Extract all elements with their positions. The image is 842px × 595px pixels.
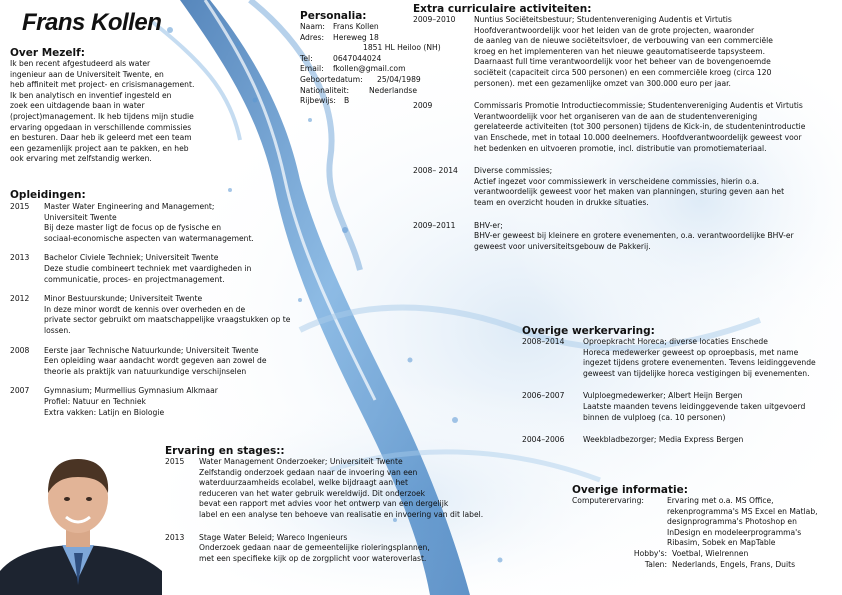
education-year: 2007 [10,386,30,396]
extra-item [413,221,838,253]
info-value: Ervaring met o.a. MS Office, rekenprogramma's MS Excel en Matlab, designprogramma's Photoshop en InDesign en modeleerprogramma's Ribasim, Sobek en MapTable [667,496,818,548]
education-year: 2008 [10,345,30,355]
stage-year: 2015 [165,457,185,466]
personal-value: 1851 HL Heiloo (NH) [363,43,441,53]
stage-item [165,533,515,565]
education-item [10,386,310,418]
education-item [10,202,310,244]
work-section [522,325,840,446]
personal-value: B [344,96,350,106]
info-label: Talen: [644,559,667,569]
info-row [572,496,838,549]
personal-label: Naam: [300,22,325,31]
work-text: Vulploegmedewerker; Albert Heijn Bergen Laatste maanden tevens leidinggevende taken uitgevoerd binnen de vulploeg (ca. 10 personen) [583,391,806,422]
extra-section [413,3,838,252]
extra-year: 2009–2011 [413,220,456,230]
personal-value: Frans Kollen [333,22,379,31]
info-heading: Overige informatie: [572,484,688,496]
extra-item [413,15,838,89]
education-text: Bachelor Civiele Techniek; Universiteit Twente Deze studie combineert techniek met vaardigheden in communicatie, proces- en projectmanagement. [44,253,252,284]
stage-text: Stage Water Beleid; Wareco Ingenieurs Onderzoek gedaan naar de gemeentelijke rioleringsplannen, met een specifieke kijk op de zorgplicht voor wateroverlast. [199,532,430,563]
profile-photo [0,453,162,595]
education-text: Master Water Engineering and Management; Universiteit Twente Bij deze master ligt de focus op de fysische en sociaal-economische aspecten van watermanagement. [44,202,254,243]
work-item [522,337,840,379]
education-text: Gymnasium; Murmellius Gymnasium Alkmaar Profiel: Natuur en Techniek Extra vakken: Latijn en Biologie [44,386,218,417]
extra-item [413,101,838,154]
work-text: Oproepkracht Horeca; diverse locaties Enschede Horeca medewerker geweest op oproepbasis, met name ingezet tijdens grotere evenementen. Tevens leidinggevende geweest van tijdelijke horeca vestigingen bij evenementen. [583,337,816,378]
education-year: 2015 [10,202,30,211]
personal-label: Email: [300,64,324,74]
extra-item [413,166,838,208]
info-row [572,560,838,571]
personal-value: Hereweg 18 [333,32,379,42]
personal-label: Tel: [300,53,313,63]
personal-label [300,43,363,54]
education-text: Minor Bestuurskunde; Universiteit Twente In deze minor wordt de kennis over overheden en de private sector gebruikt om maatschappelijke vraagstukken op te lossen. [44,294,291,335]
about-section [10,47,220,165]
personal-value: Nederlandse [369,85,417,95]
education-section [10,189,310,418]
extra-text: Nuntius Sociëteitsbestuur; Studentenvereniging Audentis et Virtutis Hoofdverantwoordelijk voor het leiden van de grote projecten, waaronder de aanleg van de nieuwe sociëteitsvloer, de verbouwing van een commerciële kroeg en het implementeren van het nieuwe geautomatiseerde tapsysteem. Daarnaast full time verantwoordelijk voor het beheer van de bovengenoemde sociëteit (capaciteit circa 500 personen) en een commerciële kroeg (circa 120 personen). met een gezamenlijke omzet van 300.000 euro per jaar. [474,15,773,88]
personal-value: 25/04/1989 [377,74,421,84]
personal-label: Adres: [300,32,325,42]
education-text: Eerste jaar Technische Natuurkunde; Universiteit Twente Een opleiding waar aandacht wordt gegeven aan zowel de theorie als praktijk van natuurkundige verschijnselen [44,345,267,376]
education-year: 2012 [10,294,30,304]
info-section [572,484,838,570]
extra-year: 2008– 2014 [413,166,458,176]
personal-label: Geboortedatum: [300,74,363,84]
stage-text: Water Management Onderzoeker; Universiteit Twente Zelfstandig onderzoek gedaan naar de invoering van een waterduurzaamheids ecolabel, welke bijdraagt aan het reduceren van het water gebruik wereldwijd. Dit onderzoek bevat een rapport met advies voor het ontwerp van een dergelijk label en een analyse ten behoeve van realisatie en invoering van dit label. [199,457,484,519]
education-item [10,346,310,378]
extra-text: Commissaris Promotie Introductiecommissie; Studentenvereniging Audentis et Virtutis Verantwoordelijk voor het organiseren van de aan de studentenvereniging gerelateerde activiteiten (tot 300 personen) tijdens de Kick-in, de studentenintroductie van Enschede, met in totaal 10.000 deelnemers. Hoofdverantwoordelijk geweest voor het bedenken en uitvoeren promotie, incl. distributie van promotiemateriaal. [474,101,806,153]
personal-value: fkollen@gmail.com [333,64,406,74]
work-year: 2004–2006 [522,435,565,445]
work-text: Weekbladbezorger; Media Express Bergen [583,435,744,445]
extra-text: BHV-er; BHV-er geweest bij kleinere en grotere evenementen, o.a. verantwoordelijke BHV-er geweest voor universiteitsgebouw de Pakkerij. [474,220,794,251]
work-item [522,391,840,423]
work-item [522,435,840,446]
name-title: Frans Kollen [22,9,162,36]
personal-value: 0647044024 [333,53,382,63]
work-year: 2006–2007 [522,391,565,401]
stages-section [165,445,515,564]
extra-text: Diverse commissies; Actief ingezet voor commissiewerk in verscheidene commissies, hierin o.a. verantwoordelijk geweest voor het maken van planningen, sturing geven aan het team en overzicht houden in drukke situaties. [474,166,785,207]
education-heading: Opleidingen: [10,189,86,201]
info-value: Nederlands, Engels, Frans, Duits [672,559,796,569]
personal-heading: Personalia: [300,10,367,22]
info-label: Hobby's: [633,548,667,558]
stage-year: 2013 [165,532,185,542]
personal-label: Nationaliteit: [300,85,350,95]
info-row [572,549,838,560]
extra-year: 2009–2010 [413,15,456,24]
extra-year: 2009 [413,101,433,111]
about-heading: Over Mezelf: [10,47,85,59]
personal-label: Rijbewijs: [300,96,336,106]
education-item [10,253,310,285]
extra-heading: Extra curriculaire activiteiten: [413,3,592,15]
stage-item [165,457,515,521]
education-item [10,294,310,336]
work-heading: Overige werkervaring: [522,325,655,337]
info-value: Voetbal, Wielrennen [672,548,749,558]
stages-heading: Ervaring en stages:: [165,445,285,457]
info-label: Computerervaring: [572,496,644,505]
about-text: Ik ben recent afgestudeerd als water ingenieur aan de Universiteit Twente, en heb affiniteit met project- en crisismanagement. Ik ben analytisch en inventief ingesteld en zoek een uitdagende baan in water (project)management. Ik heb tijdens mijn studie ervaring opgedaan in verschillende commissies en besturen. Daar heb ik geleerd met een team een gezamenlijk project aan te pakken, en heb ook ervaring met zelfstandig werken. [10,59,195,164]
education-year: 2013 [10,253,30,263]
work-year: 2008–2014 [522,337,565,346]
